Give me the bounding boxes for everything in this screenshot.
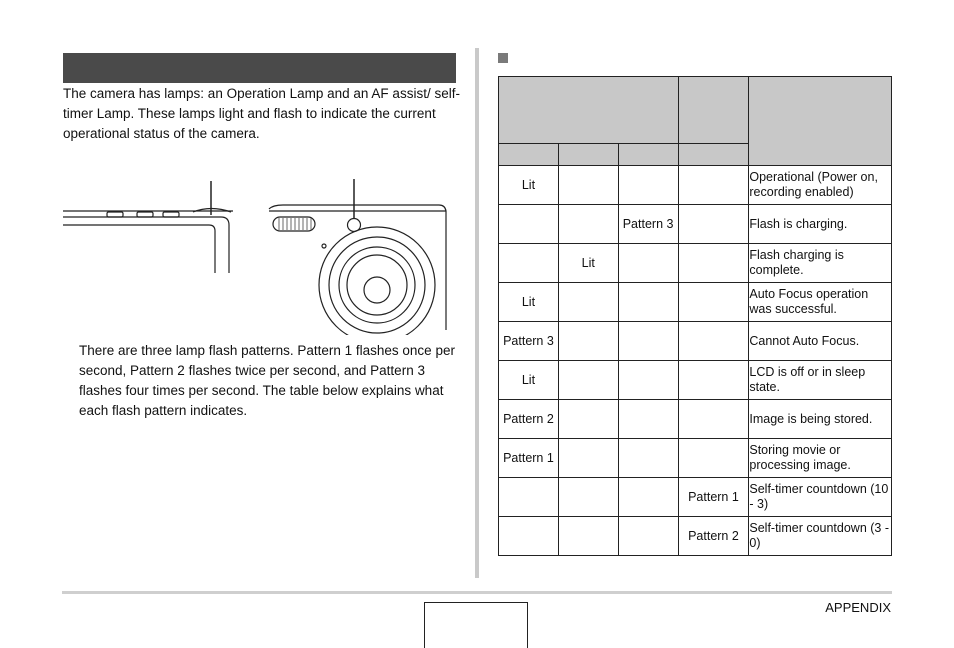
cell-lamp-2 xyxy=(558,205,618,244)
table-row xyxy=(499,283,892,322)
cell-lamp-3 xyxy=(618,400,678,439)
table-row xyxy=(499,322,892,361)
cell-lamp-2 xyxy=(558,439,618,478)
cell-af-lamp xyxy=(678,205,749,244)
cell-lamp-1: Pattern 1 xyxy=(499,439,559,478)
header-meaning xyxy=(749,77,892,166)
cell-lamp-1 xyxy=(499,517,559,556)
table-row xyxy=(499,361,892,400)
table-row xyxy=(499,244,892,283)
header-sub-4 xyxy=(678,144,749,166)
footer-rule xyxy=(62,591,892,594)
cell-lamp-1: Pattern 2 xyxy=(499,400,559,439)
table-row xyxy=(499,517,892,556)
page-number-box xyxy=(424,602,528,648)
cell-lamp-1 xyxy=(499,205,559,244)
table-row xyxy=(499,205,892,244)
cell-af-lamp xyxy=(678,322,749,361)
column-divider xyxy=(475,48,479,578)
cell-lamp-2 xyxy=(558,166,618,205)
cell-meaning: Self-timer countdown (10 - 3) xyxy=(749,478,892,517)
cell-lamp-1: Lit xyxy=(499,166,559,205)
appendix-label: APPENDIX xyxy=(825,600,891,615)
cell-meaning: Storing movie or processing image. xyxy=(749,439,892,478)
cell-lamp-3 xyxy=(618,283,678,322)
camera-lamps-illustration xyxy=(63,175,453,335)
table-row xyxy=(499,166,892,205)
cell-meaning: Auto Focus operation was successful. xyxy=(749,283,892,322)
cell-lamp-3 xyxy=(618,244,678,283)
cell-lamp-2 xyxy=(558,517,618,556)
cell-lamp-2 xyxy=(558,478,618,517)
camera-front-view xyxy=(269,205,446,335)
cell-meaning: Operational (Power on, recording enabled) xyxy=(749,166,892,205)
cell-lamp-2: Lit xyxy=(558,244,618,283)
cell-lamp-3 xyxy=(618,517,678,556)
cell-meaning: Flash is charging. xyxy=(749,205,892,244)
cell-meaning: Image is being stored. xyxy=(749,400,892,439)
cell-af-lamp xyxy=(678,244,749,283)
cell-af-lamp xyxy=(678,166,749,205)
header-af-lamp xyxy=(678,77,749,144)
cell-lamp-2 xyxy=(558,322,618,361)
header-sub-1 xyxy=(499,144,559,166)
front-grip-texture xyxy=(279,218,311,230)
section-bullet-square xyxy=(498,53,508,63)
cell-meaning: Cannot Auto Focus. xyxy=(749,322,892,361)
cell-lamp-2 xyxy=(558,400,618,439)
cell-af-lamp: Pattern 2 xyxy=(678,517,749,556)
table-row xyxy=(499,439,892,478)
cell-af-lamp xyxy=(678,361,749,400)
header-sub-3 xyxy=(618,144,678,166)
header-sub-2 xyxy=(558,144,618,166)
cell-meaning: Self-timer countdown (3 - 0) xyxy=(749,517,892,556)
cell-lamp-1: Pattern 3 xyxy=(499,322,559,361)
cell-lamp-1 xyxy=(499,478,559,517)
cell-af-lamp xyxy=(678,283,749,322)
cell-lamp-3: Pattern 3 xyxy=(618,205,678,244)
cell-lamp-1: Lit xyxy=(499,283,559,322)
cell-af-lamp: Pattern 1 xyxy=(678,478,749,517)
camera-back-view xyxy=(63,209,233,274)
cell-lamp-1 xyxy=(499,244,559,283)
flash-pattern-text: There are three lamp flash patterns. Pattern 1 flashes once per second, Pattern 2 flashes twice per second, and Pattern 3 flashes four times per second. The table below explains what each flash pattern indicates. xyxy=(79,343,455,418)
intro-text: The camera has lamps: an Operation Lamp and an AF assist/ self-timer Lamp. These lamps light and flash to indicate the current operational status of the camera. xyxy=(63,86,460,141)
table-row xyxy=(499,478,892,517)
cell-lamp-3 xyxy=(618,361,678,400)
header-operation-lamp xyxy=(499,77,679,144)
cell-lamp-2 xyxy=(558,361,618,400)
cell-meaning: LCD is off or in sleep state. xyxy=(749,361,892,400)
section-header-bar xyxy=(63,53,456,83)
table-row xyxy=(499,400,892,439)
cell-meaning: Flash charging is complete. xyxy=(749,244,892,283)
cell-lamp-3 xyxy=(618,166,678,205)
cell-af-lamp xyxy=(678,439,749,478)
cell-lamp-1: Lit xyxy=(499,361,559,400)
cell-lamp-3 xyxy=(618,322,678,361)
lamp-status-table xyxy=(498,76,892,556)
cell-lamp-3 xyxy=(618,439,678,478)
cell-lamp-3 xyxy=(618,478,678,517)
cell-af-lamp xyxy=(678,400,749,439)
cell-lamp-2 xyxy=(558,283,618,322)
